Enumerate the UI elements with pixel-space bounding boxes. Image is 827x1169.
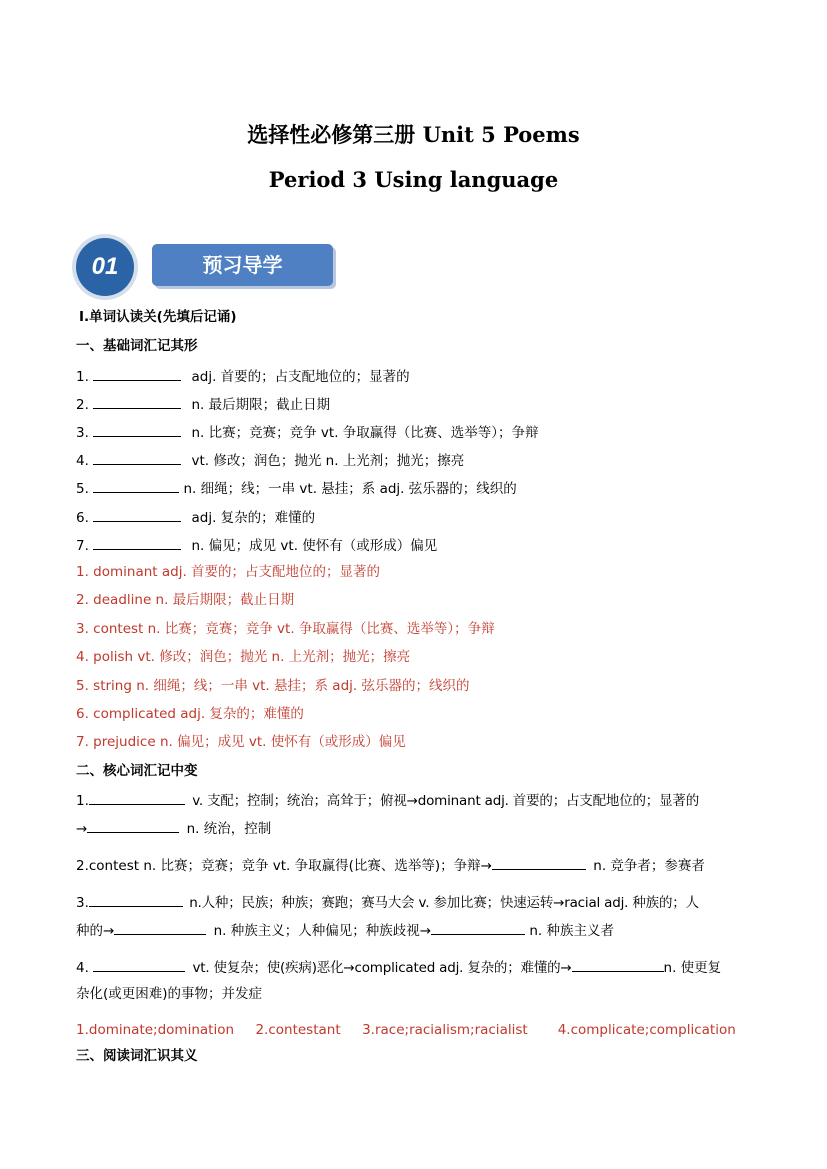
item-number: 7.: [76, 538, 89, 554]
answer-line: 3. contest n. 比赛；竞赛；竞争 vt. 争取赢得（比赛、选举等）；争辩: [76, 621, 495, 637]
vocab-item: [76, 535, 437, 555]
item-number: 5.: [76, 481, 89, 497]
vocab-item: [76, 450, 464, 470]
core-item-1-cont: [76, 818, 271, 838]
item-definition: n. 使更复: [663, 960, 722, 976]
item-definition: 种的→: [76, 923, 115, 939]
item-definition: adj. 首要的；占支配地位的；显著的: [191, 369, 410, 385]
item-number: 3.: [76, 425, 89, 441]
answer-blank[interactable]: [93, 535, 181, 550]
answer-blank[interactable]: [93, 957, 185, 972]
core-item-3: [76, 892, 699, 912]
answer-blank[interactable]: [93, 422, 181, 437]
item-definition: n. 种族主义者: [529, 923, 614, 939]
item-number: 3.: [76, 895, 89, 911]
section-badge-number: 01: [91, 253, 119, 280]
part2-answers: 1.dominate;domination 2.contestant 3.race;racialism;racialist 4.complicate;complication: [76, 1022, 736, 1038]
part1-heading: 一、基础词汇记其形: [76, 338, 198, 354]
item-number: 6.: [76, 510, 89, 526]
answer-blank[interactable]: [89, 892, 183, 907]
core-item-3-cont: [76, 920, 614, 940]
item-definition: vt. 修改；润色；抛光 n. 上光剂；抛光；擦亮: [191, 453, 465, 469]
answer-line: 5. string n. 细绳；线；一串 vt. 悬挂；系 adj. 弦乐器的；线织的: [76, 678, 470, 694]
item-definition: n. 最后期限；截止日期: [191, 397, 331, 413]
answer-blank[interactable]: [93, 478, 179, 493]
item-number: 1.: [76, 793, 89, 809]
core-item-4-cont: 杂化(或更困难)的事物；并发症: [76, 986, 263, 1002]
answer-blank[interactable]: [492, 855, 586, 870]
answer-line: 2. deadline n. 最后期限；截止日期: [76, 592, 295, 608]
arrow-text: →: [76, 821, 88, 837]
document-subtitle: Period 3 Using language: [268, 167, 559, 192]
item-number: 2.: [76, 397, 89, 413]
section-badge-label: 预习导学: [152, 244, 333, 286]
answer-blank[interactable]: [87, 818, 179, 833]
answer-blank[interactable]: [431, 920, 525, 935]
item-definition: n.人种；民族；种族；赛跑；赛马大会 v. 参加比赛；快速运转→racial adj. 种族的；人: [189, 895, 699, 911]
core-item-4: [76, 957, 721, 977]
answer-blank[interactable]: [572, 957, 664, 972]
answer-line: 1. dominant adj. 首要的；占支配地位的；显著的: [76, 564, 381, 580]
vocab-item: [76, 478, 517, 498]
item-definition: n. 偏见；成见 vt. 使怀有（或形成）偏见: [191, 538, 438, 554]
answer-blank[interactable]: [89, 790, 185, 805]
document-title: 选择性必修第三册 Unit 5 Poems: [247, 122, 580, 147]
item-number: 1.: [76, 369, 89, 385]
vocab-item: [76, 366, 410, 386]
item-definition: n. 比赛；竞赛；竞争 vt. 争取赢得（比赛、选举等）；争辩: [191, 425, 539, 441]
item-definition: vt. 使复杂；使(疾病)恶化→complicated adj. 复杂的；难懂的→: [192, 960, 572, 976]
item-number: 4.: [76, 453, 89, 469]
item-number: 4.: [76, 960, 89, 976]
core-item-2: [76, 855, 705, 875]
item-definition: n. 统治，控制: [186, 821, 272, 837]
answer-blank[interactable]: [93, 366, 181, 381]
vocab-item: [76, 422, 539, 442]
item-definition: adj. 复杂的；难懂的: [191, 510, 316, 526]
answer-blank[interactable]: [93, 507, 181, 522]
answer-blank[interactable]: [93, 450, 181, 465]
part3-heading: 三、阅读词汇识其义: [76, 1048, 198, 1064]
item-definition: n. 种族主义；人种偏见；种族歧视→: [213, 923, 432, 939]
core-item-1: [76, 790, 699, 810]
answer-blank[interactable]: [114, 920, 206, 935]
answer-line: 4. polish vt. 修改；润色；抛光 n. 上光剂；抛光；擦亮: [76, 649, 411, 665]
answer-line: 7. prejudice n. 偏见；成见 vt. 使怀有（或形成）偏见: [76, 734, 406, 750]
part2-heading: 二、核心词汇记中变: [76, 763, 198, 779]
answer-blank[interactable]: [93, 394, 181, 409]
item-definition: n. 细绳；线；一串 vt. 悬挂；系 adj. 弦乐器的；线织的: [183, 481, 517, 497]
vocab-item: [76, 394, 330, 414]
vocab-item: [76, 507, 315, 527]
item-definition: v. 支配；控制；统治；高耸于；俯视→dominant adj. 首要的；占支配地位的；显著的: [192, 793, 699, 809]
item-definition: n. 竞争者；参赛者: [593, 858, 705, 874]
item-definition: 2.contest n. 比赛；竞赛；竞争 vt. 争取赢得(比赛、选举等)；争辩→: [76, 858, 492, 874]
section-heading: Ⅰ.单词认读关(先填后记诵): [79, 309, 237, 325]
answer-line: 6. complicated adj. 复杂的；难懂的: [76, 706, 304, 722]
